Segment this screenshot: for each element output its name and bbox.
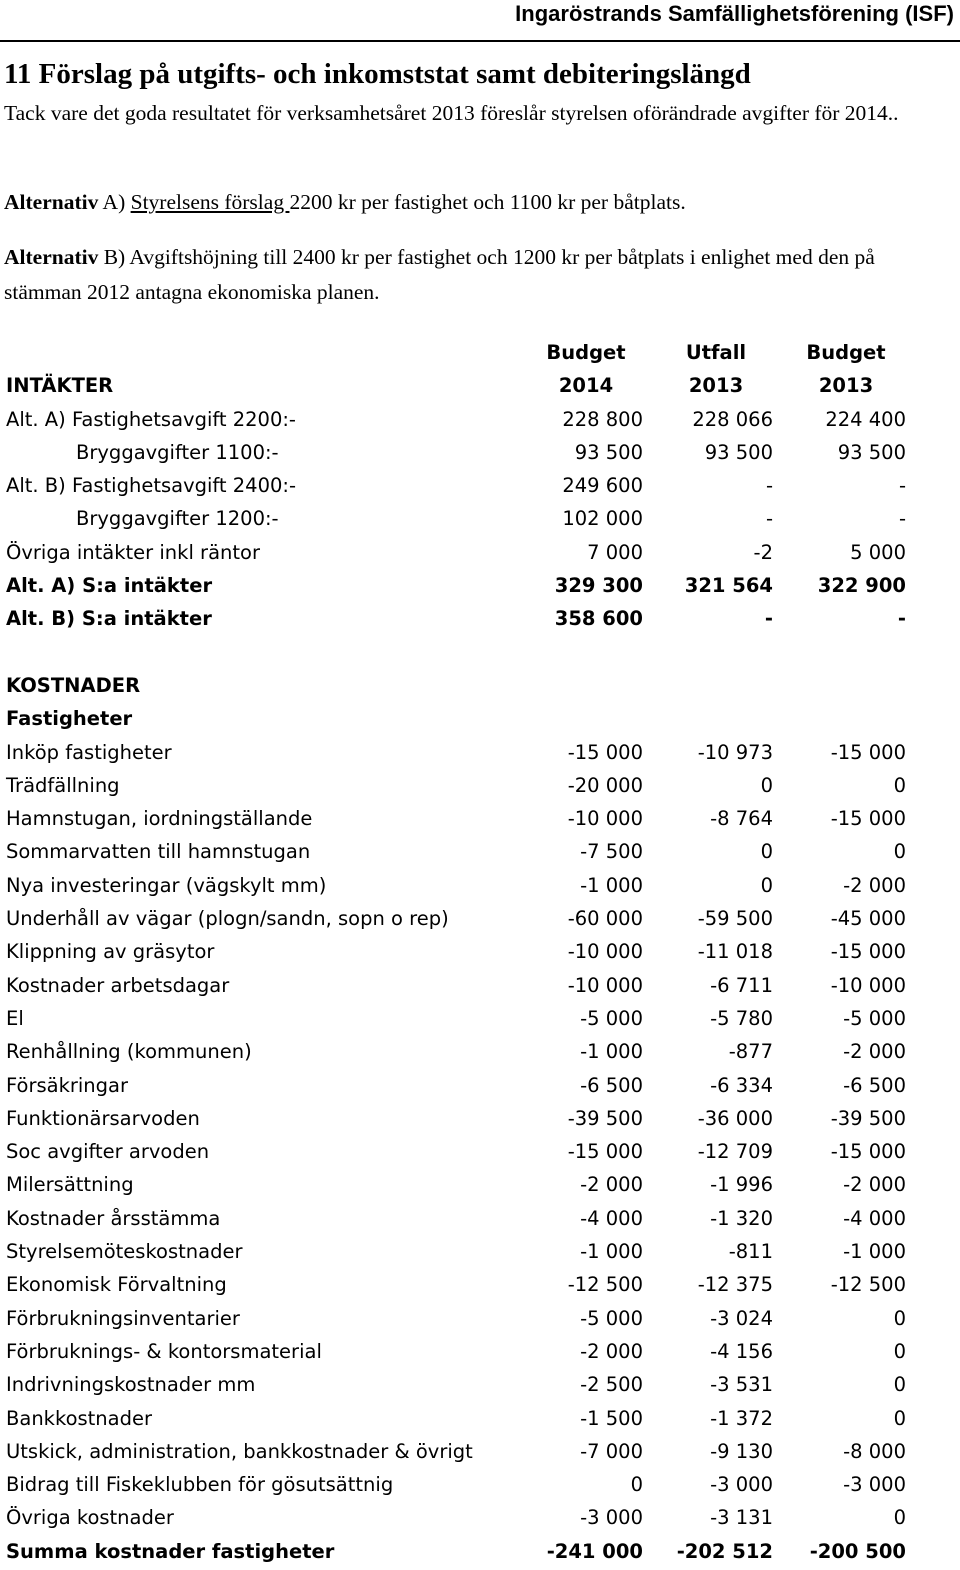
row-value: 329 300: [554, 574, 643, 598]
row-value: -877: [728, 1040, 773, 1064]
row-value: -4 000: [843, 1206, 906, 1230]
row-value: -5 000: [580, 1306, 643, 1330]
row-value: 93 500: [574, 440, 643, 464]
row-value: 0: [893, 773, 906, 797]
row-value: 0: [893, 840, 906, 864]
row-value: -6 334: [710, 1073, 773, 1097]
header-divider: [0, 40, 960, 42]
row-value: -12 500: [567, 1273, 643, 1297]
row-value: -: [764, 607, 773, 631]
row-value: -1 500: [580, 1406, 643, 1430]
row-value: -2 000: [580, 1173, 643, 1197]
row-value: -10 000: [830, 973, 906, 997]
row-value: -3 000: [843, 1473, 906, 1497]
row-value: -4 156: [710, 1339, 773, 1363]
column-year-2: 2013: [688, 374, 744, 398]
row-label: Övriga intäkter inkl räntor: [6, 540, 260, 564]
row-value: -: [765, 507, 773, 531]
row-value: -7 000: [580, 1439, 643, 1463]
row-label: Bryggavgifter 1200:-: [76, 507, 279, 531]
row-value: -12 500: [830, 1273, 906, 1297]
row-value: -8 764: [710, 807, 773, 831]
row-value: -1 000: [580, 1240, 643, 1264]
row-value: -4 000: [580, 1206, 643, 1230]
row-value: -: [898, 474, 906, 498]
row-value: 5 000: [850, 540, 906, 564]
row-value: 93 500: [837, 440, 906, 464]
intro-paragraph: Tack vare det goda resultatet för verksamhetsåret 2013 föreslår styrelsen oförändrade avgifter för 2014..: [4, 101, 899, 125]
alternative-b-letter: B): [103, 245, 126, 269]
row-value: -10 000: [567, 973, 643, 997]
row-value: -9 130: [710, 1439, 773, 1463]
row-value: 224 400: [825, 407, 906, 431]
row-value: -10 000: [567, 940, 643, 964]
row-value: -2 000: [843, 1173, 906, 1197]
row-value: -200 500: [809, 1539, 906, 1563]
row-value: -5 000: [580, 1006, 643, 1030]
row-label: Klippning av gräsytor: [6, 940, 215, 964]
row-label: Renhållning (kommunen): [6, 1040, 252, 1064]
row-value: -12 375: [697, 1273, 773, 1297]
row-label: Ekonomisk Förvaltning: [6, 1273, 227, 1297]
row-value: 0: [760, 873, 773, 897]
row-label: Utskick, administration, bankkostnader & övrigt: [6, 1439, 473, 1463]
row-value: -3 000: [710, 1473, 773, 1497]
column-header-budget-2013: Budget: [806, 341, 886, 364]
row-value: -811: [728, 1240, 773, 1264]
row-value: -7 500: [580, 840, 643, 864]
column-header-budget-2014: Budget: [546, 341, 626, 364]
row-label: Förbrukningsinventarier: [6, 1306, 240, 1330]
row-label: Indrivningskostnader mm: [6, 1373, 256, 1397]
row-value: -39 500: [567, 1106, 643, 1130]
row-label: Milersättning: [6, 1173, 134, 1197]
row-label: Övriga kostnader: [6, 1506, 174, 1530]
row-value: -1 000: [843, 1240, 906, 1264]
row-label: Nya investeringar (vägskylt mm): [6, 873, 327, 897]
row-value: -3 000: [580, 1506, 643, 1530]
row-label: Bankkostnader: [6, 1406, 153, 1430]
row-value: 7 000: [587, 540, 643, 564]
row-value: -10 000: [567, 807, 643, 831]
alternative-b-label: Alternativ: [4, 245, 99, 269]
row-value: -45 000: [830, 907, 906, 931]
row-value: -5 780: [710, 1006, 773, 1030]
alternative-b-paragraph: [4, 240, 954, 310]
row-value: -5 000: [843, 1006, 906, 1030]
alternative-a-label: Alternativ: [4, 190, 99, 214]
row-value: 0: [893, 1506, 906, 1530]
column-year-3: 2013: [818, 374, 874, 398]
row-value: -15 000: [830, 807, 906, 831]
row-value: 228 066: [692, 407, 773, 431]
row-value: -12 709: [697, 1140, 773, 1164]
row-value: 0: [630, 1473, 643, 1497]
row-value: -59 500: [697, 907, 773, 931]
row-value: 321 564: [684, 574, 773, 598]
row-value: -15 000: [830, 940, 906, 964]
row-value: 0: [760, 773, 773, 797]
row-label: Kostnader årsstämma: [6, 1206, 221, 1230]
row-value: 0: [893, 1339, 906, 1363]
row-value: -15 000: [567, 740, 643, 764]
alternative-b-text: Avgiftshöjning till 2400 kr per fastighet och 1200 kr per båtplats i enlighet med den på stämman 2012 antagna ekonomiska planen.: [4, 245, 875, 304]
row-value: -: [765, 474, 773, 498]
row-value: 358 600: [554, 607, 643, 631]
row-value: 93 500: [704, 440, 773, 464]
row-value: 0: [893, 1406, 906, 1430]
row-value: -15 000: [830, 740, 906, 764]
row-value: -36 000: [697, 1106, 773, 1130]
row-label: Sommarvatten till hamnstugan: [6, 840, 311, 864]
row-label: Funktionärsarvoden: [6, 1106, 200, 1130]
row-label: Bidrag till Fiskeklubben för gösutsättnig: [6, 1473, 394, 1497]
organization-header: Ingaröstrands Samfällighetsförening (ISF): [515, 1, 954, 26]
row-value: -20 000: [567, 773, 643, 797]
row-label: Soc avgifter arvoden: [6, 1140, 210, 1164]
row-value: 0: [893, 1306, 906, 1330]
row-label: Alt. B) Fastighetsavgift 2400:-: [6, 474, 297, 498]
row-value: -2: [753, 540, 773, 564]
row-value: -6 711: [710, 973, 773, 997]
row-value: -2 500: [580, 1373, 643, 1397]
row-value: -2 000: [843, 873, 906, 897]
row-value: 0: [760, 840, 773, 864]
row-value: -2 000: [843, 1040, 906, 1064]
row-value: 249 600: [562, 474, 643, 498]
row-label: Alt. B) S:a intäkter: [6, 607, 212, 631]
row-value: -39 500: [830, 1106, 906, 1130]
row-label: Försäkringar: [6, 1073, 129, 1097]
alternative-a-letter: A): [102, 190, 126, 214]
row-label: Bryggavgifter 1100:-: [76, 440, 279, 464]
row-label: Inköp fastigheter: [6, 740, 172, 764]
row-label: Trädfällning: [6, 773, 120, 797]
row-value: 228 800: [562, 407, 643, 431]
row-value: -1 996: [710, 1173, 773, 1197]
row-value: -: [898, 507, 906, 531]
row-value: -3 531: [710, 1373, 773, 1397]
row-value: -202 512: [676, 1539, 773, 1563]
row-value: -60 000: [567, 907, 643, 931]
row-value: -3 131: [710, 1506, 773, 1530]
row-label: Alt. A) S:a intäkter: [6, 574, 213, 598]
row-value: -8 000: [843, 1439, 906, 1463]
row-value: -15 000: [567, 1140, 643, 1164]
row-value: -241 000: [546, 1539, 643, 1563]
column-header-outcome-2013: Utfall: [685, 341, 747, 364]
row-value: -3 024: [710, 1306, 773, 1330]
row-value: -6 500: [580, 1073, 643, 1097]
row-value: -1 000: [580, 873, 643, 897]
row-value: -: [897, 607, 906, 631]
row-label: Summa kostnader fastigheter: [6, 1539, 335, 1563]
section-title: 11 Förslag på utgifts- och inkomststat samt debiteringslängd: [4, 58, 751, 90]
row-value: -15 000: [830, 1140, 906, 1164]
cost-subsection-title: Fastigheter: [6, 707, 133, 731]
row-value: -1 000: [580, 1040, 643, 1064]
row-value: -6 500: [843, 1073, 906, 1097]
row-value: 102 000: [562, 507, 643, 531]
row-label: Förbruknings- & kontorsmaterial: [6, 1339, 322, 1363]
row-label: Hamnstugan, iordningställande: [6, 807, 313, 831]
alternative-a-text: 2200 kr per fastighet och 1100 kr per båtplats.: [289, 190, 686, 214]
row-label: El: [6, 1006, 24, 1030]
cost-section-title: KOSTNADER: [6, 673, 141, 697]
income-section-title: INTÄKTER: [6, 374, 114, 398]
row-value: -1 372: [710, 1406, 773, 1430]
alternative-a-paragraph: [4, 185, 954, 220]
row-label: Kostnader arbetsdagar: [6, 973, 230, 997]
row-value: -2 000: [580, 1339, 643, 1363]
row-value: -10 973: [697, 740, 773, 764]
row-value: 322 900: [817, 574, 906, 598]
column-year-1: 2014: [558, 374, 614, 398]
row-label: Styrelsemöteskostnader: [6, 1240, 243, 1264]
row-value: -1 320: [710, 1206, 773, 1230]
alternative-a-proposal: Styrelsens förslag: [130, 190, 290, 214]
row-label: Underhåll av vägar (plogn/sandn, sopn o rep): [6, 907, 449, 931]
row-value: -11 018: [697, 940, 773, 964]
row-label: Alt. A) Fastighetsavgift 2200:-: [6, 407, 296, 431]
row-value: 0: [893, 1373, 906, 1397]
